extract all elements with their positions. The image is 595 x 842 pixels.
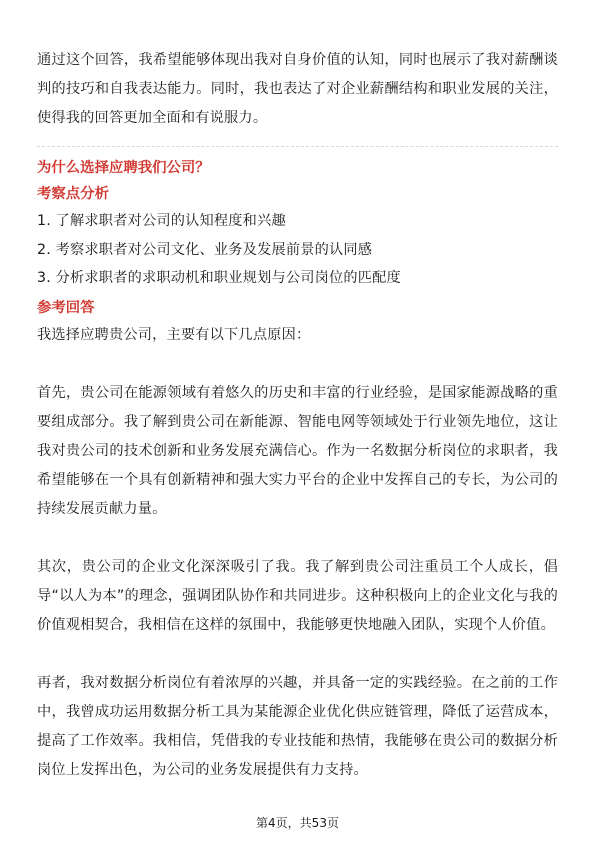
answer-heading: 参考回答 [37, 299, 95, 316]
question-heading: 为什么选择应聘我们公司？ [37, 160, 210, 176]
paragraph-spacer [37, 524, 558, 553]
analysis-item: 3. 分析求职者的求职动机和职业规划与公司岗位的匹配度 [37, 270, 401, 286]
answer-paragraph-first: 首先，贵公司在能源领域有着悠久的历史和丰富的行业经验，是国家能源战略的重要组成部分。我了解到贵公司在新能源、智能电网等领域处于行业领先地位，这让我对贵公司的技术创新和业务发展充满信心。作为一名数据分析岗位的求职者，我希望能够在一个具有创新精神和强大实力平台的企业中发挥自己的专长，为公司的持续发展贡献力量。 [37, 384, 558, 517]
paragraph-spacer [37, 640, 558, 669]
section-divider [37, 146, 558, 147]
answer-paragraph-third: 再者，我对数据分析岗位有着浓厚的兴趣，并具备一定的实践经验。在之前的工作中，我曾成功运用数据分析工具为某能源企业优化供应链管理，降低了运营成本，提高了工作效率。我相信，凭借我的专业技能和热情，我能够在贵公司的数据分析岗位上发挥出色，为公司的业务发展提供有力支持。 [37, 674, 558, 778]
analysis-item: 1. 了解求职者对公司的认知程度和兴趣 [37, 213, 286, 229]
page-number: 第4页，共53页 [256, 816, 339, 830]
answer-paragraph-second: 其次，贵公司的企业文化深深吸引了我。我了解到贵公司注重员工个人成长，倡导“以人为本”的理念，强调团队协作和共同进步。这种积极向上的企业文化与我的价值观相契合，我相信在这样的氛围中，我能够更快地融入团队，实现个人价值。 [37, 558, 558, 633]
paragraph-spacer [37, 350, 558, 379]
analysis-item: 2. 考察求职者对公司文化、业务及发展前景的认同感 [37, 241, 373, 258]
analysis-heading: 考察点分析 [37, 186, 109, 202]
document-page [37, 46, 558, 785]
intro-paragraph: 通过这个回答，我希望能够体现出我对自身价值的认知，同时也展示了我对薪酬谈判的技巧和自我表达能力。同时，我也表达了对企业薪酬结构和职业发展的关注，使得我的回答更加全面和有说服力。 [37, 52, 558, 126]
answer-opening: 我选择应聘贵公司，主要有以下几点原因： [37, 326, 311, 343]
